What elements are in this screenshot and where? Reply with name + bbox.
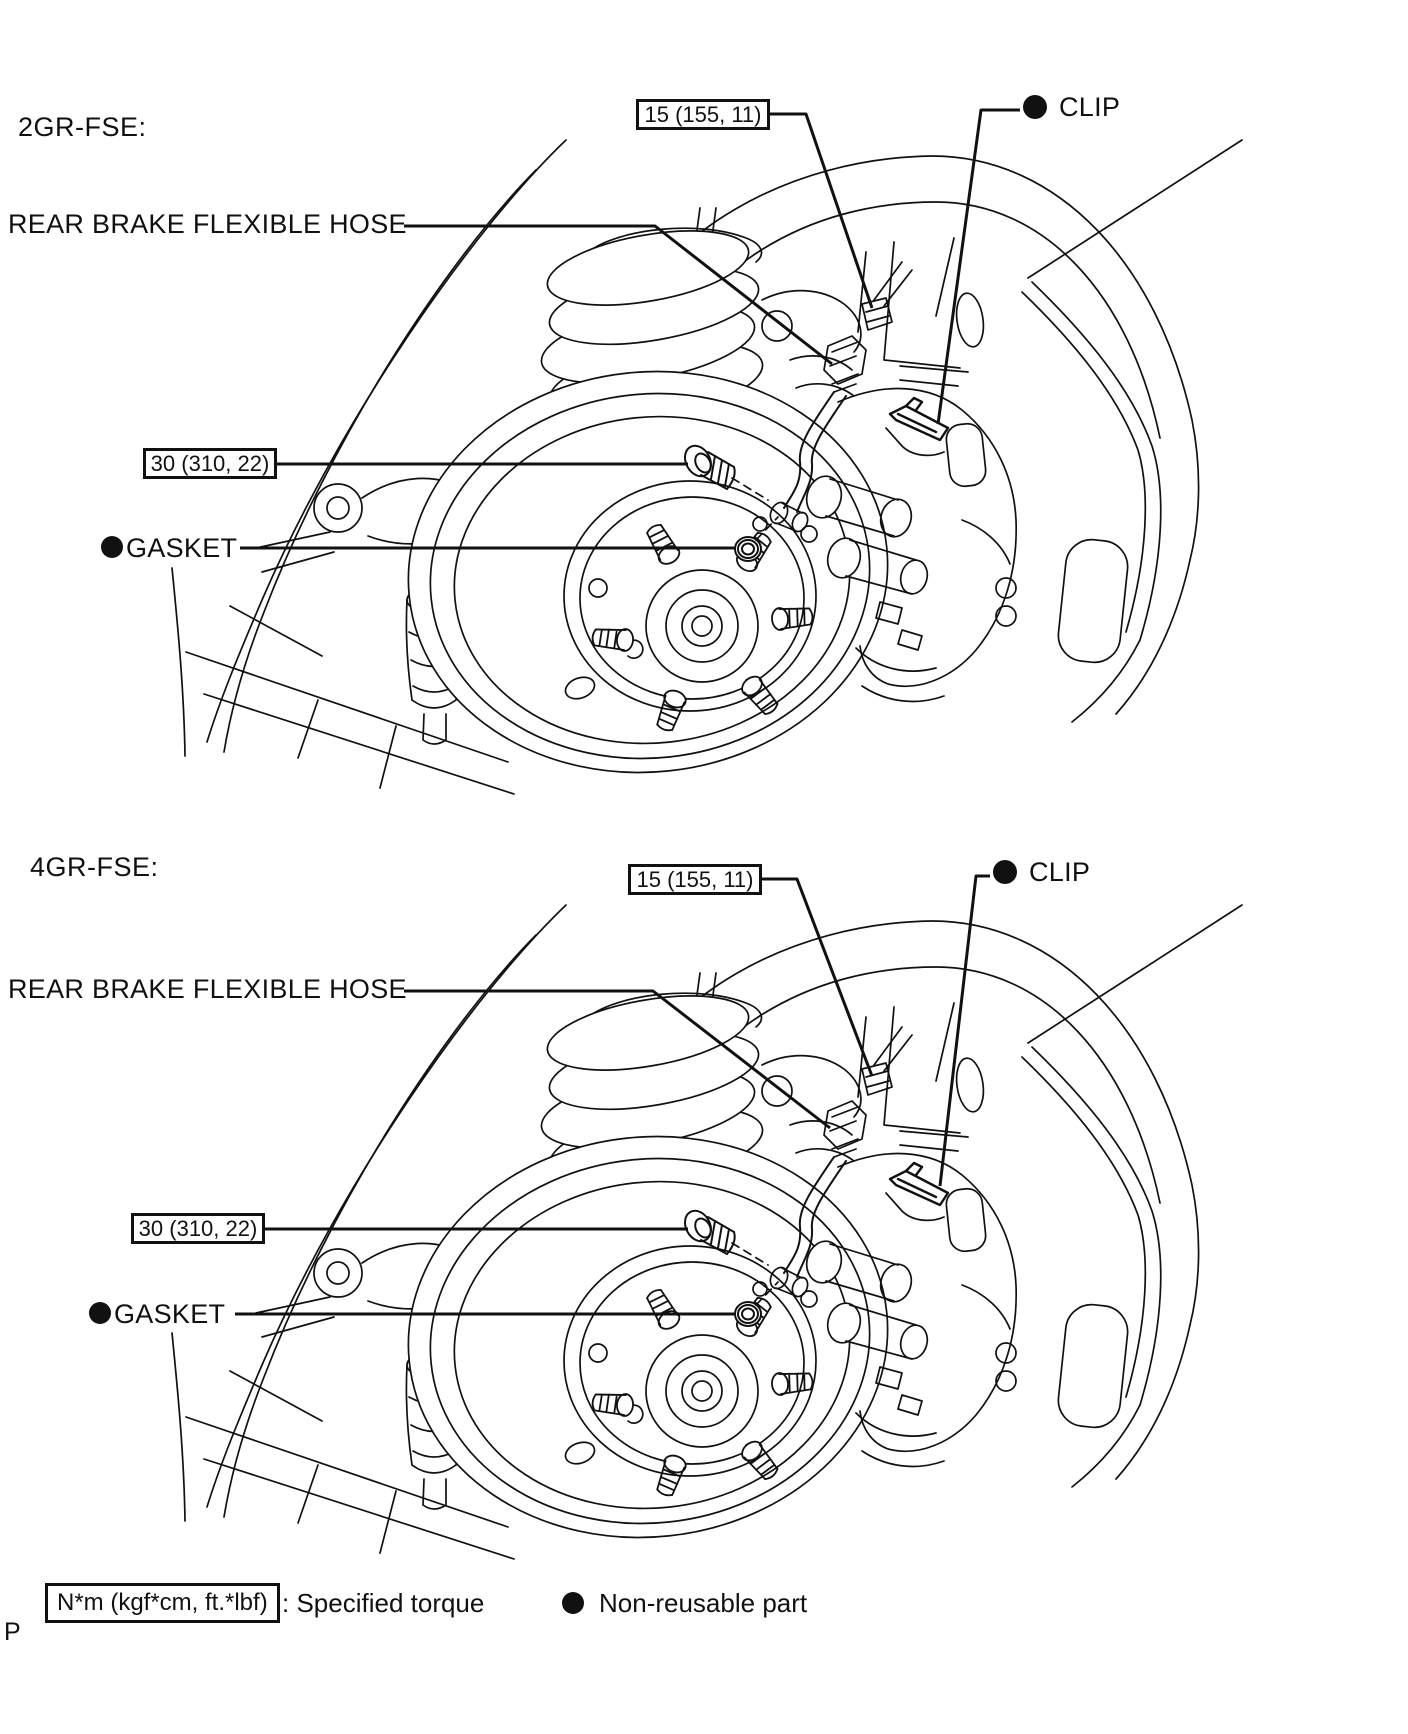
torque-banjo-value: 30 (310, 22) [150, 450, 270, 476]
torque-unit-box [45, 1583, 280, 1623]
hose-label-top: REAR BRAKE FLEXIBLE HOSE [8, 209, 407, 239]
non-reusable-bullet-icon [562, 1592, 584, 1614]
leader-torque-union-bottom [762, 879, 872, 1076]
engine-label-2gr: 2GR-FSE: [18, 112, 147, 142]
hose-label-bottom: REAR BRAKE FLEXIBLE HOSE [8, 974, 407, 1004]
torque-box-banjo-bottom [131, 1213, 265, 1244]
torque-unit-text: N*m (kgf*cm, ft.*lbf) [57, 1589, 268, 1616]
gasket-bullet-icon-bottom [89, 1302, 111, 1324]
gasket-bullet-icon-top [101, 536, 123, 558]
specified-torque-caption: : Specified torque [282, 1588, 485, 1618]
torque-union-value: 15 (155, 11) [636, 866, 754, 892]
torque-box-union-top [636, 99, 770, 130]
gasket-label-bottom: GASKET [114, 1299, 226, 1329]
engine-label-4gr: 4GR-FSE: [30, 852, 159, 882]
clip-label-bottom: CLIP [1029, 857, 1091, 887]
page-marker: P [4, 1618, 21, 1646]
clip-bullet-icon-top [1023, 95, 1047, 119]
torque-union-value: 15 (155, 11) [644, 101, 762, 127]
clip-bullet-icon-bottom [993, 860, 1017, 884]
torque-box-union-bottom [628, 864, 762, 895]
gasket-label-top: GASKET [126, 533, 238, 563]
torque-box-banjo-top [143, 448, 277, 479]
clip-label-top: CLIP [1059, 92, 1121, 122]
non-reusable-caption: Non-reusable part [599, 1588, 808, 1618]
torque-banjo-value: 30 (310, 22) [138, 1215, 258, 1241]
